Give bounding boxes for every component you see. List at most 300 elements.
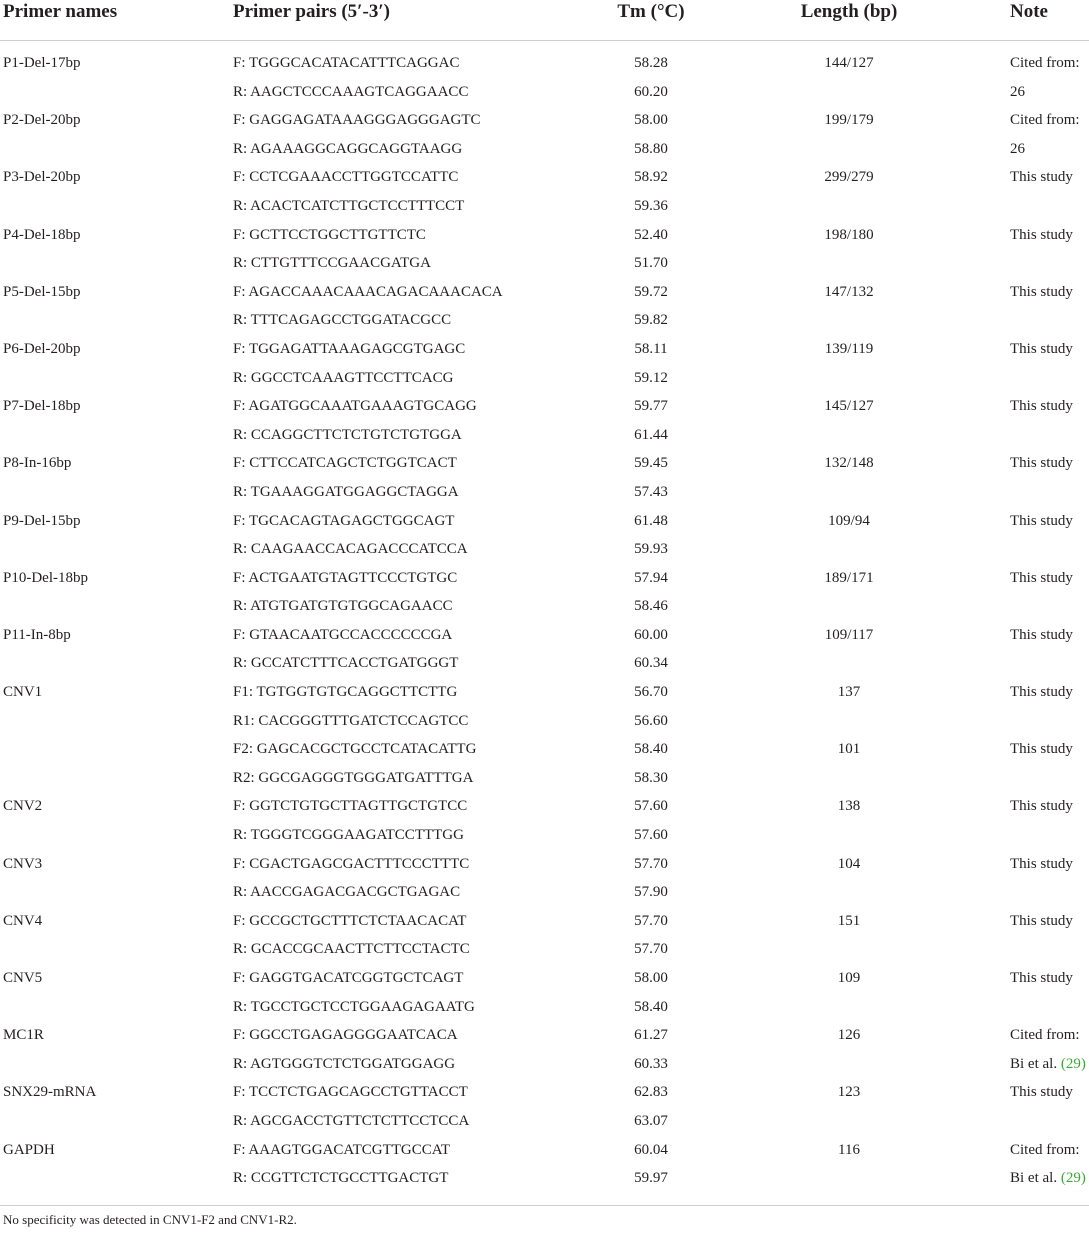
primer-name-cell [3,227,81,244]
note-cell-text: This study [1010,340,1073,357]
primer-name-cell [3,112,81,129]
tm-cell [611,655,691,672]
note-cell-text: This study [1010,970,1073,986]
header-note: Note [1010,1,1048,22]
table-row [0,679,1089,708]
note-cell-text: This study [1010,226,1073,243]
header-length: Length (bp) [800,1,898,22]
table-footnote: No specificity was detected in CNV1-F2 and CNV1-R2. [3,1212,297,1227]
length-cell-text: 104 [837,855,861,872]
primer-sequence-cell [233,55,459,72]
note-cell [1010,798,1073,815]
table-row [0,565,1089,594]
primer-sequence-cell [233,169,458,186]
primer-sequence-cell-text: R: AGTGGGTCTCTGGATGGAGG [233,1055,456,1072]
primer-sequence-cell-text: R: CCAGGCTTCTCTGTCTGTGGA [233,426,462,443]
length-cell [799,513,899,530]
length-cell-text: 199/179 [824,112,874,129]
length-cell-text: 189/171 [824,569,874,586]
primer-sequence-cell-text: F: GCTTCCTGGCTTGTTCTC [233,226,426,243]
tm-cell-text: 57.43 [634,483,668,500]
note-cell [1010,84,1025,101]
tm-cell [611,398,691,415]
table-row [0,650,1089,679]
length-cell-text: 198/180 [824,226,874,243]
note-cell [1010,1142,1080,1159]
tm-cell [611,570,691,587]
length-cell [799,627,899,644]
tm-cell [611,627,691,644]
note-cell-text: This study [1010,912,1073,929]
table-row [0,164,1089,193]
primer-name-cell [3,455,71,472]
primer-sequence-cell-text: F: TGGGCACATACATTTCAGGAC [233,55,460,71]
tm-cell [611,741,691,758]
length-cell-text: 151 [837,912,861,929]
primer-sequence-cell-text: F: AGATGGCAAATGAAAGTGCAGG [233,398,477,415]
note-cell-text: Cited from: [1010,112,1080,129]
primer-sequence-cell-text: F: TGGAGATTAAAGAGCGTGAGC [233,340,466,357]
tm-cell-text: 61.44 [634,426,668,443]
tm-cell [611,1170,691,1187]
primer-sequence-cell-text: F: AGACCAAACAAACAGACAAACACA [233,283,503,300]
length-cell-text: 145/127 [824,398,874,415]
length-cell [799,284,899,301]
primer-sequence-cell-text: F: CTTCCATCAGCTCTGGTCACT [233,455,457,472]
primer-name-cell-text: MC1R [3,1027,44,1044]
primer-name-cell [3,627,71,644]
table-row [0,393,1089,422]
header-primer-names: Primer names [3,1,118,22]
table-header [0,0,1089,41]
length-cell [799,856,899,873]
tm-cell-text: 58.92 [634,169,668,186]
primer-sequence-cell [233,741,476,758]
primer-sequence-cell [233,312,451,329]
length-cell [799,798,899,815]
tm-cell-text: 59.12 [634,369,668,386]
primer-sequence-cell [233,541,468,558]
note-cell [1010,112,1080,129]
primer-name-cell-text: P4-Del-18bp [3,226,81,243]
tm-cell-text: 58.11 [634,340,668,357]
note-cell [1010,284,1073,301]
note-cell-text: 26 [1010,140,1025,157]
length-cell [799,684,899,701]
primer-sequence-cell-text: F: GAGGTGACATCGGTGCTCAGT [233,970,464,986]
primer-sequence-cell-text: F: CCTCGAAACCTTGGTCCATTC [233,169,459,186]
tm-cell-text: 59.97 [634,1170,668,1187]
tm-cell [611,227,691,244]
primer-name-cell [3,169,81,186]
tm-cell [611,312,691,329]
primer-name-cell-text: CNV3 [3,855,43,872]
tm-cell-text: 60.33 [634,1055,668,1072]
table-row [0,936,1089,965]
tm-cell [611,55,691,72]
primer-name-cell-text: P1-Del-17bp [3,55,81,71]
tm-cell [611,455,691,472]
table-row [0,536,1089,565]
table-row [0,1165,1089,1194]
primer-name-cell [3,1142,55,1159]
primer-sequence-cell [233,1056,455,1073]
length-cell-text: 101 [837,741,861,758]
length-cell-text: 137 [837,684,861,701]
primer-name-cell [3,284,81,301]
note-cell [1010,341,1073,358]
primer-name-cell-text: P11-In-8bp [3,626,71,643]
primer-sequence-cell [233,112,481,129]
primer-sequence-cell [233,798,467,815]
primer-sequence-cell [233,198,464,215]
primer-sequence-cell [233,1170,448,1187]
primer-sequence-cell-text: R: ACACTCATCTTGCTCCTTTCCT [233,197,465,214]
tm-cell [611,541,691,558]
tm-cell [611,941,691,958]
primer-sequence-cell [233,884,460,901]
length-cell-text: 109/94 [828,512,870,529]
note-cell-text: 26 [1010,83,1025,100]
primer-name-cell [3,684,42,701]
primer-name-cell-text: P5-Del-15bp [3,283,81,300]
note-cell [1010,398,1073,415]
primer-sequence-cell-text: F: CGACTGAGCGACTTTCCCTTTC [233,855,470,872]
primer-sequence-cell-text: F: ACTGAATGTAGTTCCCTGTGC [233,569,458,586]
tm-cell [611,112,691,129]
primer-sequence-cell [233,1113,469,1130]
tm-cell [611,598,691,615]
table-row [0,193,1089,222]
length-cell [799,112,899,129]
primer-sequence-cell [233,84,468,101]
tm-cell-text: 61.48 [634,512,668,529]
primer-name-cell-text: P10-Del-18bp [3,569,88,586]
note-cell [1010,570,1073,587]
tm-cell [611,798,691,815]
table-row [0,479,1089,508]
primer-sequence-cell-text: R: TGGGTCGGGAAGATCCTTTGG [233,827,464,844]
tm-cell [611,913,691,930]
length-cell [799,1027,899,1044]
tm-cell [611,1113,691,1130]
table-row [0,736,1089,765]
tm-cell-text: 59.82 [634,312,668,329]
primer-sequence-cell [233,284,503,301]
table-row [0,136,1089,165]
tm-cell [611,884,691,901]
length-cell-text: 139/119 [824,340,874,357]
primer-sequence-cell-text: F: GCCGCTGCTTTCTCTAACACAT [233,912,467,929]
length-cell [799,570,899,587]
primer-name-cell [3,798,42,815]
note-cell-text: This study [1010,512,1073,529]
length-cell [799,970,899,987]
table-row [0,708,1089,737]
tm-cell [611,484,691,501]
length-cell-text: 116 [838,1141,860,1158]
note-cell [1010,684,1073,701]
primer-sequence-cell-text: F: GGCCTGAGAGGGGAATCACA [233,1027,458,1044]
tm-cell [611,341,691,358]
primer-sequence-cell-text: R: AACCGAGACGACGCTGAGAC [233,884,461,901]
tm-cell-text: 58.46 [634,598,668,615]
primer-sequence-cell-text: R2: GGCGAGGGTGGGATGATTTGA [233,769,474,786]
tm-cell-text: 59.36 [634,197,668,214]
length-cell [799,169,899,186]
tm-cell-text: 57.70 [634,912,668,929]
tm-cell [611,370,691,387]
primer-sequence-cell [233,598,453,615]
length-cell-text: 147/132 [824,283,874,300]
table-row [0,50,1089,79]
primer-sequence-cell [233,655,458,672]
length-cell [799,55,899,72]
table-row [0,793,1089,822]
tm-cell [611,1142,691,1159]
tm-cell-text: 57.70 [634,855,668,872]
tm-cell [611,513,691,530]
table-bottom-rule [0,1205,1089,1206]
primer-sequence-cell [233,398,477,415]
tm-cell-text: 59.77 [634,398,668,415]
primer-sequence-cell-text: R: ATGTGATGTGTGGCAGAACC [233,598,453,615]
note-cell-text: Cited from: [1010,1027,1080,1044]
tm-cell-text: 59.45 [634,455,668,472]
primer-name-cell [3,570,88,587]
tm-cell [611,169,691,186]
primer-sequence-cell [233,684,457,701]
tm-cell-text: 58.28 [634,55,668,71]
primer-name-cell-text: GAPDH [3,1141,55,1158]
note-cell [1010,141,1025,158]
note-cell [1010,55,1080,72]
primer-name-cell [3,856,42,873]
primer-name-cell [3,970,42,987]
table-row [0,422,1089,451]
note-cell [1010,627,1073,644]
primer-sequence-cell [233,341,465,358]
tm-cell [611,827,691,844]
primer-sequence-cell-text: R: CAAGAACCACAGACCCATCCA [233,541,468,558]
primer-sequence-cell-text: F1: TGTGGTGTGCAGGCTTCTTG [233,684,458,701]
tm-cell [611,427,691,444]
tm-cell-text: 52.40 [634,226,668,243]
length-cell [799,741,899,758]
primer-name-cell-text: CNV4 [3,912,43,929]
primer-sequence-cell-text: R: AGAAAGGCAGGCAGGTAAGG [233,140,463,157]
primer-sequence-cell [233,970,463,987]
primer-sequence-cell-text: R: GGCCTCAAAGTTCCTTCACG [233,369,454,386]
table-row [0,508,1089,537]
note-cell-text: Bi et al. [1010,1170,1061,1187]
primer-name-cell-text: CNV2 [3,798,43,815]
table-row [0,765,1089,794]
tm-cell [611,713,691,730]
primer-sequence-cell [233,1027,458,1044]
table-row [0,622,1089,651]
primer-sequence-cell [233,827,464,844]
tm-cell-text: 58.80 [634,140,668,157]
tm-cell-text: 58.00 [634,970,668,986]
primer-sequence-cell [233,255,431,272]
tm-cell [611,255,691,272]
length-cell [799,455,899,472]
length-cell-text: 126 [837,1027,861,1044]
tm-cell-text: 59.72 [634,283,668,300]
table-row [0,822,1089,851]
tm-cell [611,684,691,701]
table-row [0,1137,1089,1166]
table-row [0,1079,1089,1108]
note-cell [1010,169,1073,186]
primer-sequence-cell [233,1084,468,1101]
length-cell-text: 144/127 [824,55,874,71]
primer-sequence-cell-text: R: CTTGTTTCCGAACGATGA [233,255,431,272]
length-cell-text: 109 [837,970,861,986]
primer-sequence-cell-text: F: GGTCTGTGCTTAGTTGCTGTCC [233,798,468,815]
primer-sequence-cell [233,913,466,930]
note-cell-text: This study [1010,1084,1073,1101]
primer-sequence-cell [233,370,453,387]
tm-cell-text: 63.07 [634,1112,668,1129]
length-cell-text: 138 [837,798,861,815]
table-row [0,79,1089,108]
tm-cell-text: 60.34 [634,655,668,672]
note-cell-text: This study [1010,455,1073,472]
primer-name-cell-text: P9-Del-15bp [3,512,81,529]
reference-link[interactable]: (29) [1060,1170,1086,1187]
primer-sequence-cell-text: F: TGCACAGTAGAGCTGGCAGT [233,512,455,529]
primer-sequence-cell-text: F: AAAGTGGACATCGTTGCCAT [233,1141,451,1158]
table-row [0,994,1089,1023]
header-primer-pairs: Primer pairs (5′-3′) [233,1,391,22]
note-cell-text: This study [1010,741,1073,758]
primer-name-cell-text: P2-Del-20bp [3,112,81,129]
table-row [0,1051,1089,1080]
primer-sequence-cell [233,513,454,530]
length-cell [799,398,899,415]
tm-cell-text: 57.60 [634,798,668,815]
table-row [0,279,1089,308]
tm-cell [611,999,691,1016]
note-cell [1010,1056,1086,1073]
primer-name-cell [3,1027,44,1044]
note-cell-text: This study [1010,626,1073,643]
length-cell [799,1084,899,1101]
tm-cell [611,198,691,215]
primer-sequence-cell [233,570,457,587]
tm-cell-text: 62.83 [634,1084,668,1101]
primer-sequence-cell [233,713,468,730]
primer-name-cell-text: CNV5 [3,970,43,986]
tm-cell-text: 57.70 [634,941,668,958]
tm-cell-text: 61.27 [634,1027,668,1044]
tm-cell-text: 58.40 [634,741,668,758]
note-cell-text: This study [1010,283,1073,300]
table-row [0,222,1089,251]
tm-cell-text: 57.60 [634,827,668,844]
primer-sequence-cell-text: R: TGAAAGGATGGAGGCTAGGA [233,483,459,500]
primer-name-cell [3,513,81,530]
tm-cell [611,970,691,987]
note-cell-text: Bi et al. [1010,1055,1061,1072]
table-row [0,851,1089,880]
note-cell [1010,227,1073,244]
table-row [0,307,1089,336]
primer-sequence-cell-text: F: GTAACAATGCCACCCCCCGA [233,626,453,643]
note-cell [1010,513,1073,530]
tm-cell-text: 56.70 [634,684,668,701]
primer-sequence-cell-text: F2: GAGCACGCTGCCTCATACATTG [233,741,477,758]
tm-cell-text: 56.60 [634,712,668,729]
tm-cell-text: 58.30 [634,769,668,786]
primer-name-cell-text: P6-Del-20bp [3,340,81,357]
primer-sequence-cell-text: R: GCACCGCAACTTCTTCCTACTC [233,941,470,958]
primer-sequence-cell-text: R: TGCCTGCTCCTGGAAGAGAATG [233,998,475,1015]
tm-cell-text: 58.00 [634,112,668,129]
primer-name-cell-text: P8-In-16bp [3,455,72,472]
tm-cell [611,770,691,787]
table-row [0,1022,1089,1051]
note-cell-text: This study [1010,798,1073,815]
length-cell-text: 109/117 [824,626,874,643]
table-body [0,50,1089,1194]
tm-cell-text: 60.04 [634,1141,668,1158]
primer-sequence-cell-text: R: AGCGACCTGTTCTCTTCCTCCA [233,1112,470,1129]
note-cell [1010,741,1073,758]
table-row [0,365,1089,394]
table-row [0,107,1089,136]
header-tm: Tm (°C) [617,1,685,22]
primer-name-cell-text: P3-Del-20bp [3,169,81,186]
tm-cell [611,1027,691,1044]
tm-cell [611,1056,691,1073]
note-cell [1010,856,1073,873]
tm-cell [611,1084,691,1101]
length-cell-text: 123 [837,1084,861,1101]
primer-sequence-cell [233,999,475,1016]
note-cell-text: This study [1010,398,1073,415]
tm-cell-text: 59.93 [634,541,668,558]
primer-sequence-cell-text: F: TCCTCTGAGCAGCCTGTTACCT [233,1084,468,1101]
primer-sequence-cell [233,484,459,501]
reference-link[interactable]: (29) [1060,1055,1086,1072]
table-row [0,450,1089,479]
tm-cell [611,284,691,301]
primer-name-cell-text: P7-Del-18bp [3,398,81,415]
primer-sequence-cell [233,856,469,873]
note-cell-text: This study [1010,855,1073,872]
length-cell-text: 132/148 [824,455,874,472]
primer-name-cell-text: SNX29-mRNA [3,1084,97,1101]
primer-name-cell [3,55,81,72]
primer-sequence-cell [233,141,462,158]
table-row [0,908,1089,937]
length-cell [799,227,899,244]
table-row [0,879,1089,908]
primer-sequence-cell [233,427,462,444]
primer-sequence-cell [233,770,473,787]
table-row [0,336,1089,365]
note-cell-text: This study [1010,569,1073,586]
primer-sequence-cell-text: R: TTTCAGAGCCTGGATACGCC [233,312,452,329]
table-row [0,1108,1089,1137]
primer-name-cell-text: CNV1 [3,684,43,701]
table-row [0,593,1089,622]
note-cell [1010,1084,1073,1101]
length-cell-text: 299/279 [824,169,874,186]
